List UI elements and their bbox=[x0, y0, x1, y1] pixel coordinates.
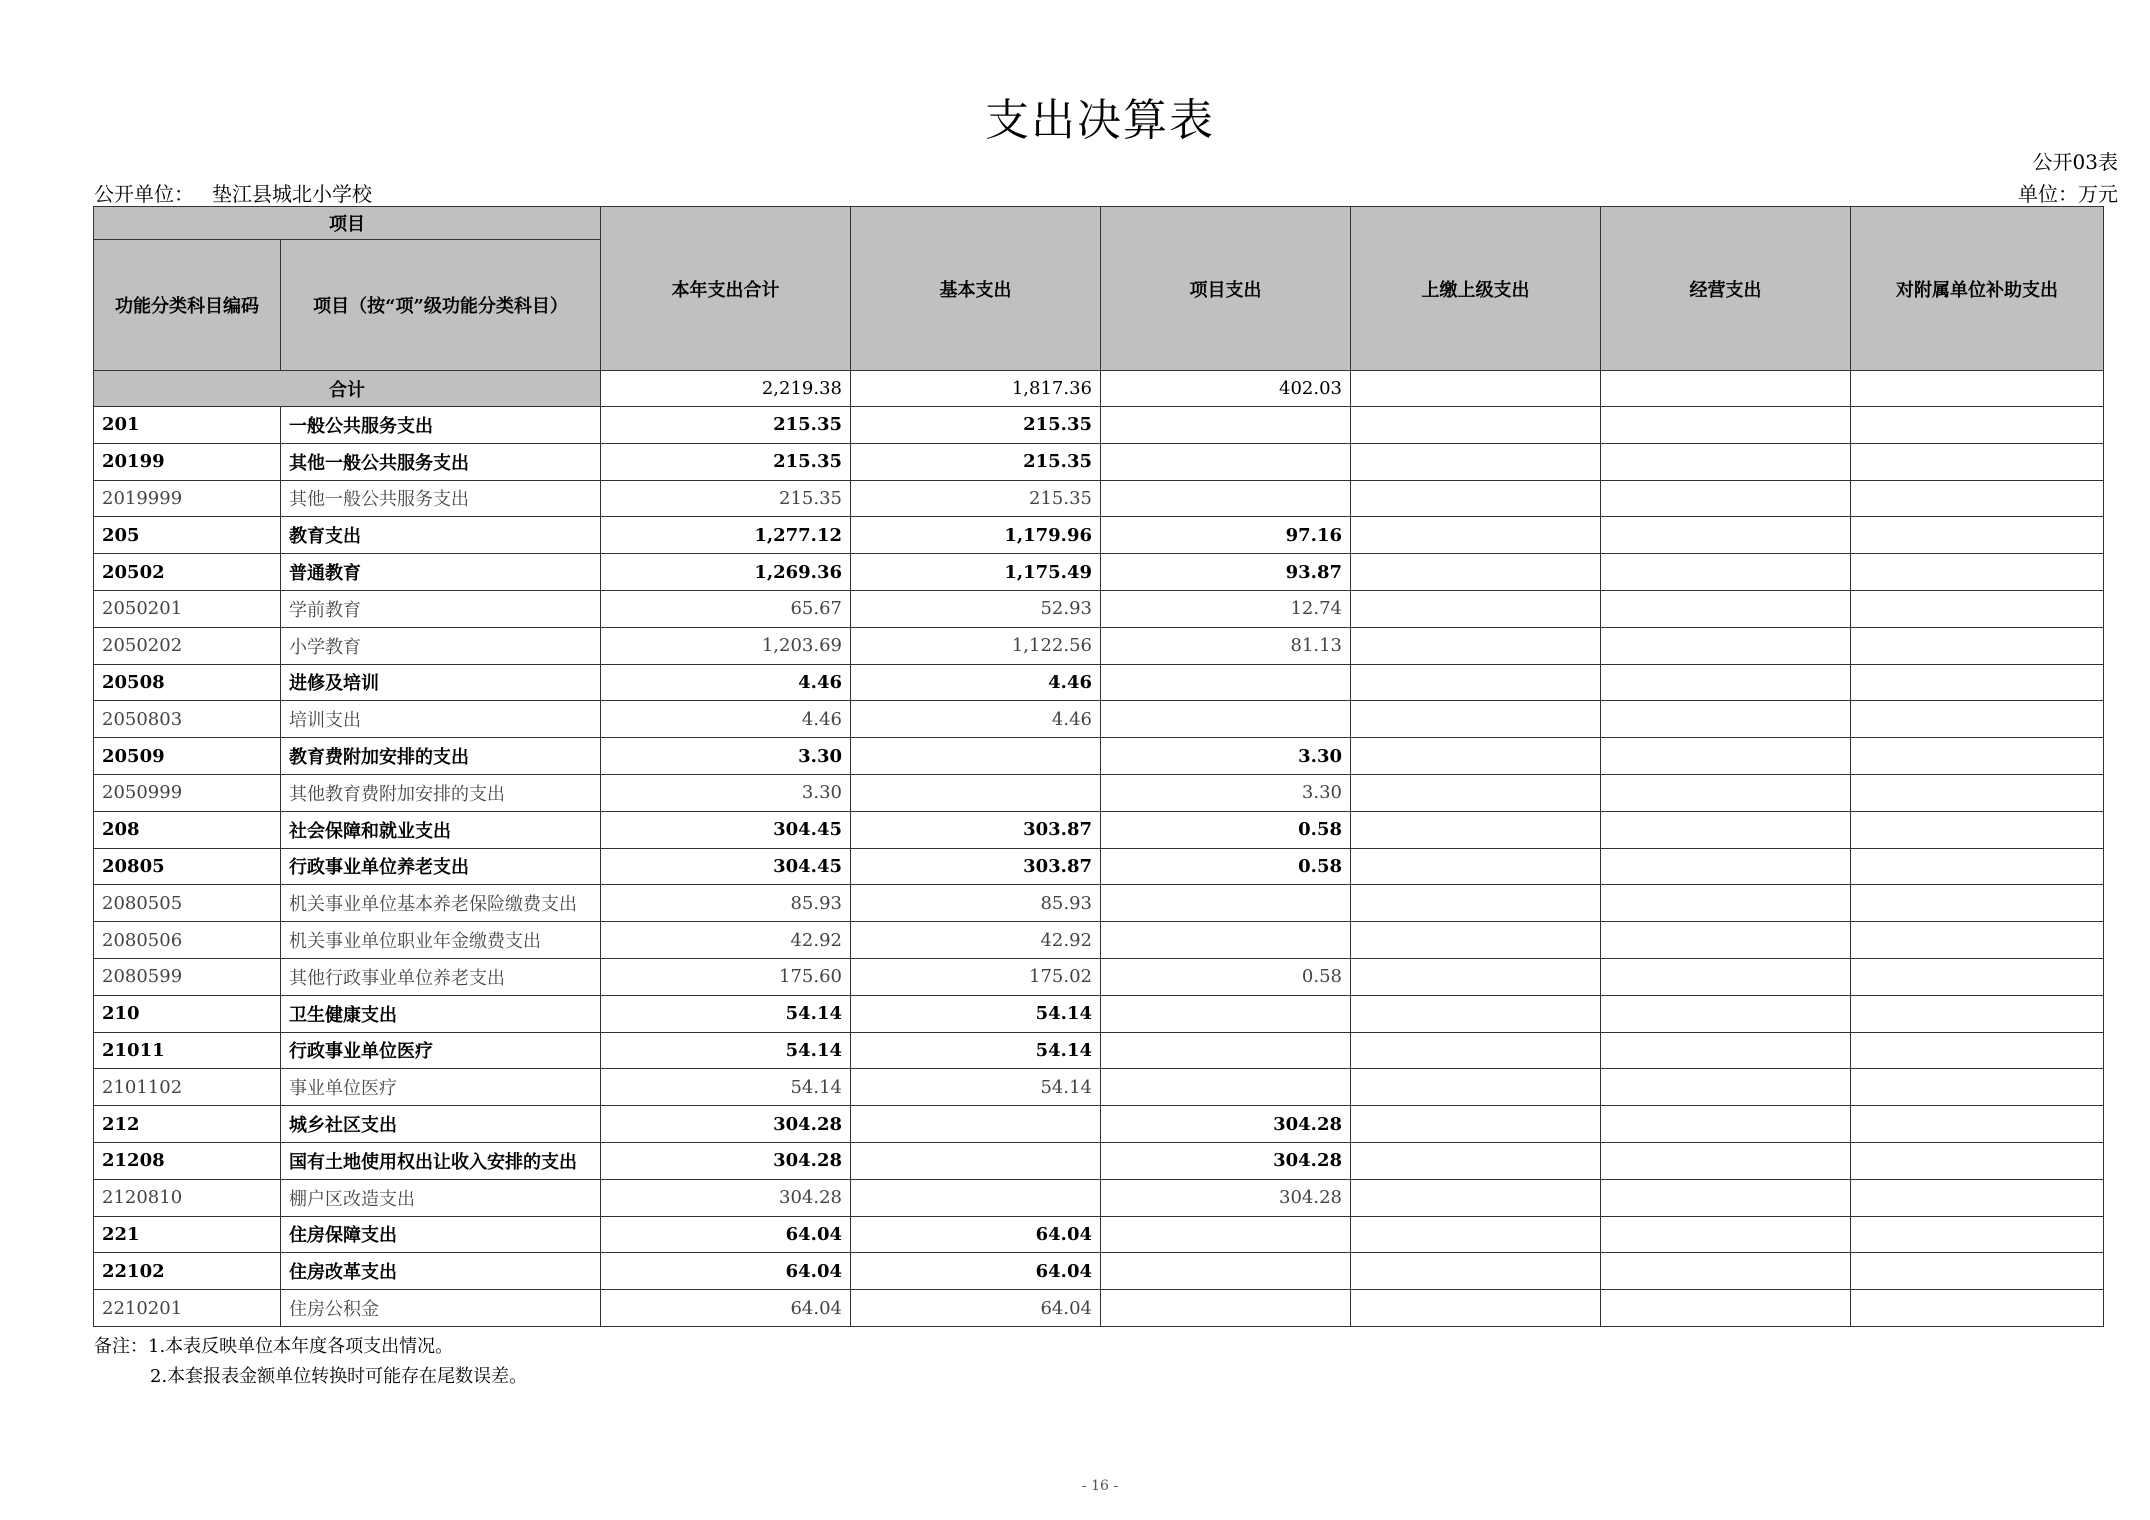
cell-business bbox=[1601, 590, 1851, 627]
cell-project bbox=[1101, 995, 1351, 1032]
cell-total: 65.67 bbox=[601, 590, 851, 627]
cell-project: 3.30 bbox=[1101, 738, 1351, 775]
cell-total: 304.45 bbox=[601, 848, 851, 885]
cell-project: 81.13 bbox=[1101, 627, 1351, 664]
cell-total: 304.28 bbox=[601, 1142, 851, 1179]
cell-subsidy bbox=[1851, 922, 2104, 959]
note-1: 备注：1.本表反映单位本年度各项支出情况。 bbox=[94, 1336, 454, 1357]
cell-basic bbox=[851, 1106, 1101, 1143]
cell-code: 201 bbox=[94, 407, 281, 444]
cell-basic: 64.04 bbox=[851, 1253, 1101, 1290]
cell-name: 行政事业单位养老支出 bbox=[281, 848, 601, 885]
cell-upper bbox=[1351, 590, 1601, 627]
total-cell-total: 2,219.38 bbox=[601, 371, 851, 407]
cell-basic: 215.35 bbox=[851, 443, 1101, 480]
cell-upper bbox=[1351, 738, 1601, 775]
cell-total: 1,269.36 bbox=[601, 554, 851, 591]
cell-name: 机关事业单位职业年金缴费支出 bbox=[281, 922, 601, 959]
cell-name: 学前教育 bbox=[281, 590, 601, 627]
cell-code: 2050803 bbox=[94, 701, 281, 738]
cell-subsidy bbox=[1851, 627, 2104, 664]
cell-total: 64.04 bbox=[601, 1290, 851, 1327]
cell-name: 棚户区改造支出 bbox=[281, 1179, 601, 1216]
cell-total: 215.35 bbox=[601, 480, 851, 517]
cell-code: 20502 bbox=[94, 554, 281, 591]
cell-name: 其他行政事业单位养老支出 bbox=[281, 958, 601, 995]
cell-business bbox=[1601, 1290, 1851, 1327]
cell-code: 2019999 bbox=[94, 480, 281, 517]
cell-subsidy bbox=[1851, 407, 2104, 444]
cell-upper bbox=[1351, 848, 1601, 885]
table-row bbox=[94, 480, 2104, 517]
cell-code: 2120810 bbox=[94, 1179, 281, 1216]
cell-code: 2080506 bbox=[94, 922, 281, 959]
cell-name: 其他一般公共服务支出 bbox=[281, 480, 601, 517]
cell-subsidy bbox=[1851, 738, 2104, 775]
cell-total: 85.93 bbox=[601, 885, 851, 922]
page-title: 支出决算表 bbox=[985, 95, 1215, 146]
cell-subsidy bbox=[1851, 1216, 2104, 1253]
table-row bbox=[94, 922, 2104, 959]
total-cell-subsidy bbox=[1851, 371, 2104, 407]
cell-business bbox=[1601, 627, 1851, 664]
cell-total: 54.14 bbox=[601, 1069, 851, 1106]
cell-code: 212 bbox=[94, 1106, 281, 1143]
table-row bbox=[94, 1142, 2104, 1179]
cell-project bbox=[1101, 1216, 1351, 1253]
header-upper: 上缴上级支出 bbox=[1351, 207, 1601, 371]
cell-upper bbox=[1351, 480, 1601, 517]
cell-total: 4.46 bbox=[601, 701, 851, 738]
cell-basic bbox=[851, 1142, 1101, 1179]
table-row bbox=[94, 554, 2104, 591]
table-row bbox=[94, 848, 2104, 885]
table-row bbox=[94, 1032, 2104, 1069]
cell-total: 304.45 bbox=[601, 811, 851, 848]
cell-business bbox=[1601, 1032, 1851, 1069]
cell-business bbox=[1601, 995, 1851, 1032]
cell-name: 国有土地使用权出让收入安排的支出 bbox=[281, 1142, 601, 1179]
total-cell-business bbox=[1601, 371, 1851, 407]
cell-basic: 4.46 bbox=[851, 664, 1101, 701]
cell-business bbox=[1601, 885, 1851, 922]
cell-project: 97.16 bbox=[1101, 517, 1351, 554]
cell-upper bbox=[1351, 554, 1601, 591]
cell-project bbox=[1101, 1290, 1351, 1327]
cell-basic: 1,122.56 bbox=[851, 627, 1101, 664]
cell-project: 0.58 bbox=[1101, 848, 1351, 885]
cell-code: 210 bbox=[94, 995, 281, 1032]
cell-total: 3.30 bbox=[601, 774, 851, 811]
cell-name: 城乡社区支出 bbox=[281, 1106, 601, 1143]
cell-total: 304.28 bbox=[601, 1106, 851, 1143]
cell-code: 20508 bbox=[94, 664, 281, 701]
note-2: 2.本套报表金额单位转换时可能存在尾数误差。 bbox=[150, 1366, 528, 1387]
cell-code: 20509 bbox=[94, 738, 281, 775]
table-row bbox=[94, 1069, 2104, 1106]
table-row bbox=[94, 958, 2104, 995]
cell-subsidy bbox=[1851, 848, 2104, 885]
cell-business bbox=[1601, 1179, 1851, 1216]
cell-basic: 64.04 bbox=[851, 1290, 1101, 1327]
cell-project bbox=[1101, 664, 1351, 701]
unit-info-row bbox=[94, 178, 2118, 206]
cell-upper bbox=[1351, 1106, 1601, 1143]
table-row bbox=[94, 590, 2104, 627]
cell-total: 64.04 bbox=[601, 1253, 851, 1290]
cell-business bbox=[1601, 811, 1851, 848]
header-basic: 基本支出 bbox=[851, 207, 1101, 371]
cell-name: 其他教育费附加安排的支出 bbox=[281, 774, 601, 811]
cell-business bbox=[1601, 664, 1851, 701]
cell-subsidy bbox=[1851, 885, 2104, 922]
table-body bbox=[94, 371, 2104, 1327]
cell-upper bbox=[1351, 995, 1601, 1032]
cell-total: 215.35 bbox=[601, 407, 851, 444]
cell-code: 2050999 bbox=[94, 774, 281, 811]
cell-business bbox=[1601, 407, 1851, 444]
cell-basic: 303.87 bbox=[851, 811, 1101, 848]
cell-code: 208 bbox=[94, 811, 281, 848]
cell-subsidy bbox=[1851, 443, 2104, 480]
cell-business bbox=[1601, 701, 1851, 738]
table-row bbox=[94, 995, 2104, 1032]
currency-unit: 单位：万元 bbox=[2018, 182, 2118, 206]
reporting-unit-name: 垫江县城北小学校 bbox=[212, 182, 372, 206]
reporting-unit-label: 公开单位： bbox=[94, 182, 194, 206]
table-row bbox=[94, 738, 2104, 775]
cell-code: 20199 bbox=[94, 443, 281, 480]
cell-basic bbox=[851, 738, 1101, 775]
cell-upper bbox=[1351, 627, 1601, 664]
cell-code: 2080599 bbox=[94, 958, 281, 995]
cell-basic: 1,179.96 bbox=[851, 517, 1101, 554]
cell-name: 卫生健康支出 bbox=[281, 995, 601, 1032]
cell-basic: 85.93 bbox=[851, 885, 1101, 922]
cell-subsidy bbox=[1851, 517, 2104, 554]
cell-subsidy bbox=[1851, 1142, 2104, 1179]
cell-name: 住房改革支出 bbox=[281, 1253, 601, 1290]
cell-upper bbox=[1351, 1290, 1601, 1327]
cell-business bbox=[1601, 848, 1851, 885]
cell-total: 3.30 bbox=[601, 738, 851, 775]
header-business: 经营支出 bbox=[1601, 207, 1851, 371]
cell-business bbox=[1601, 1253, 1851, 1290]
cell-basic: 54.14 bbox=[851, 1069, 1101, 1106]
cell-code: 221 bbox=[94, 1216, 281, 1253]
cell-subsidy bbox=[1851, 701, 2104, 738]
cell-total: 175.60 bbox=[601, 958, 851, 995]
header-project: 项目支出 bbox=[1101, 207, 1351, 371]
cell-upper bbox=[1351, 1216, 1601, 1253]
cell-project bbox=[1101, 407, 1351, 444]
table-row bbox=[94, 1106, 2104, 1143]
cell-project: 304.28 bbox=[1101, 1179, 1351, 1216]
table-row bbox=[94, 774, 2104, 811]
table-row bbox=[94, 407, 2104, 444]
cell-subsidy bbox=[1851, 774, 2104, 811]
cell-project bbox=[1101, 1069, 1351, 1106]
cell-subsidy bbox=[1851, 958, 2104, 995]
cell-upper bbox=[1351, 517, 1601, 554]
reporting-unit bbox=[94, 178, 372, 207]
cell-upper bbox=[1351, 664, 1601, 701]
cell-upper bbox=[1351, 443, 1601, 480]
cell-basic: 42.92 bbox=[851, 922, 1101, 959]
cell-name: 教育支出 bbox=[281, 517, 601, 554]
total-row bbox=[94, 371, 2104, 407]
cell-basic: 54.14 bbox=[851, 995, 1101, 1032]
cell-code: 2050202 bbox=[94, 627, 281, 664]
cell-project bbox=[1101, 922, 1351, 959]
cell-code: 2080505 bbox=[94, 885, 281, 922]
cell-total: 54.14 bbox=[601, 1032, 851, 1069]
cell-name: 行政事业单位医疗 bbox=[281, 1032, 601, 1069]
cell-total: 215.35 bbox=[601, 443, 851, 480]
cell-business bbox=[1601, 738, 1851, 775]
cell-business bbox=[1601, 1106, 1851, 1143]
cell-upper bbox=[1351, 1179, 1601, 1216]
cell-basic: 175.02 bbox=[851, 958, 1101, 995]
cell-subsidy bbox=[1851, 1290, 2104, 1327]
form-number: 公开03表 bbox=[2032, 150, 2118, 174]
header-total: 本年支出合计 bbox=[601, 207, 851, 371]
header-code: 功能分类科目编码 bbox=[94, 240, 281, 371]
cell-name: 其他一般公共服务支出 bbox=[281, 443, 601, 480]
header-name: 项目（按“项”级功能分类科目） bbox=[281, 240, 601, 371]
cell-project bbox=[1101, 701, 1351, 738]
cell-name: 小学教育 bbox=[281, 627, 601, 664]
cell-basic bbox=[851, 1179, 1101, 1216]
cell-subsidy bbox=[1851, 1106, 2104, 1143]
cell-code: 205 bbox=[94, 517, 281, 554]
cell-business bbox=[1601, 1142, 1851, 1179]
cell-code: 21208 bbox=[94, 1142, 281, 1179]
cell-subsidy bbox=[1851, 480, 2104, 517]
cell-upper bbox=[1351, 1142, 1601, 1179]
page-number: - 16 - bbox=[1081, 1478, 1119, 1494]
cell-name: 社会保障和就业支出 bbox=[281, 811, 601, 848]
table-row bbox=[94, 443, 2104, 480]
cell-name: 普通教育 bbox=[281, 554, 601, 591]
cell-code: 20805 bbox=[94, 848, 281, 885]
table-row bbox=[94, 627, 2104, 664]
cell-upper bbox=[1351, 922, 1601, 959]
cell-name: 进修及培训 bbox=[281, 664, 601, 701]
cell-upper bbox=[1351, 774, 1601, 811]
cell-name: 事业单位医疗 bbox=[281, 1069, 601, 1106]
cell-basic: 54.14 bbox=[851, 1032, 1101, 1069]
total-cell-basic: 1,817.36 bbox=[851, 371, 1101, 407]
cell-project bbox=[1101, 480, 1351, 517]
cell-business bbox=[1601, 517, 1851, 554]
table-row bbox=[94, 885, 2104, 922]
table-row bbox=[94, 811, 2104, 848]
cell-project: 93.87 bbox=[1101, 554, 1351, 591]
cell-project: 0.58 bbox=[1101, 958, 1351, 995]
cell-subsidy bbox=[1851, 995, 2104, 1032]
cell-subsidy bbox=[1851, 1253, 2104, 1290]
cell-total: 54.14 bbox=[601, 995, 851, 1032]
cell-subsidy bbox=[1851, 811, 2104, 848]
cell-business bbox=[1601, 554, 1851, 591]
table-row bbox=[94, 517, 2104, 554]
notes bbox=[94, 1332, 527, 1392]
cell-subsidy bbox=[1851, 1069, 2104, 1106]
cell-upper bbox=[1351, 885, 1601, 922]
cell-project: 304.28 bbox=[1101, 1142, 1351, 1179]
cell-name: 机关事业单位基本养老保险缴费支出 bbox=[281, 885, 601, 922]
cell-project bbox=[1101, 443, 1351, 480]
cell-basic: 215.35 bbox=[851, 407, 1101, 444]
cell-project: 304.28 bbox=[1101, 1106, 1351, 1143]
cell-code: 2210201 bbox=[94, 1290, 281, 1327]
cell-total: 4.46 bbox=[601, 664, 851, 701]
cell-name: 一般公共服务支出 bbox=[281, 407, 601, 444]
cell-upper bbox=[1351, 1069, 1601, 1106]
table-row bbox=[94, 1290, 2104, 1327]
cell-basic: 4.46 bbox=[851, 701, 1101, 738]
cell-subsidy bbox=[1851, 664, 2104, 701]
table-row bbox=[94, 1253, 2104, 1290]
cell-total: 1,203.69 bbox=[601, 627, 851, 664]
cell-business bbox=[1601, 958, 1851, 995]
cell-project bbox=[1101, 885, 1351, 922]
cell-project: 0.58 bbox=[1101, 811, 1351, 848]
cell-code: 22102 bbox=[94, 1253, 281, 1290]
cell-business bbox=[1601, 922, 1851, 959]
cell-code: 2050201 bbox=[94, 590, 281, 627]
cell-basic: 1,175.49 bbox=[851, 554, 1101, 591]
header-item: 项目 bbox=[94, 207, 601, 240]
cell-business bbox=[1601, 443, 1851, 480]
cell-project bbox=[1101, 1032, 1351, 1069]
total-label: 合计 bbox=[94, 371, 601, 407]
total-cell-project: 402.03 bbox=[1101, 371, 1351, 407]
expenditure-table bbox=[93, 206, 2104, 1327]
cell-business bbox=[1601, 1216, 1851, 1253]
cell-business bbox=[1601, 480, 1851, 517]
cell-name: 住房保障支出 bbox=[281, 1216, 601, 1253]
cell-subsidy bbox=[1851, 590, 2104, 627]
cell-upper bbox=[1351, 701, 1601, 738]
cell-total: 1,277.12 bbox=[601, 517, 851, 554]
cell-upper bbox=[1351, 1253, 1601, 1290]
cell-basic bbox=[851, 774, 1101, 811]
total-cell-upper bbox=[1351, 371, 1601, 407]
cell-total: 304.28 bbox=[601, 1179, 851, 1216]
cell-upper bbox=[1351, 1032, 1601, 1069]
cell-name: 住房公积金 bbox=[281, 1290, 601, 1327]
cell-total: 64.04 bbox=[601, 1216, 851, 1253]
cell-business bbox=[1601, 774, 1851, 811]
cell-basic: 52.93 bbox=[851, 590, 1101, 627]
cell-upper bbox=[1351, 958, 1601, 995]
cell-basic: 64.04 bbox=[851, 1216, 1101, 1253]
cell-basic: 215.35 bbox=[851, 480, 1101, 517]
table-row bbox=[94, 664, 2104, 701]
cell-subsidy bbox=[1851, 554, 2104, 591]
cell-project bbox=[1101, 1253, 1351, 1290]
table-row bbox=[94, 701, 2104, 738]
cell-upper bbox=[1351, 811, 1601, 848]
table-row bbox=[94, 1216, 2104, 1253]
cell-code: 2101102 bbox=[94, 1069, 281, 1106]
cell-name: 培训支出 bbox=[281, 701, 601, 738]
cell-project: 12.74 bbox=[1101, 590, 1351, 627]
header-subsidy: 对附属单位补助支出 bbox=[1851, 207, 2104, 371]
cell-name: 教育费附加安排的支出 bbox=[281, 738, 601, 775]
table-row bbox=[94, 1179, 2104, 1216]
cell-total: 42.92 bbox=[601, 922, 851, 959]
cell-code: 21011 bbox=[94, 1032, 281, 1069]
cell-business bbox=[1601, 1069, 1851, 1106]
cell-subsidy bbox=[1851, 1032, 2104, 1069]
cell-project: 3.30 bbox=[1101, 774, 1351, 811]
cell-upper bbox=[1351, 407, 1601, 444]
cell-basic: 303.87 bbox=[851, 848, 1101, 885]
cell-subsidy bbox=[1851, 1179, 2104, 1216]
